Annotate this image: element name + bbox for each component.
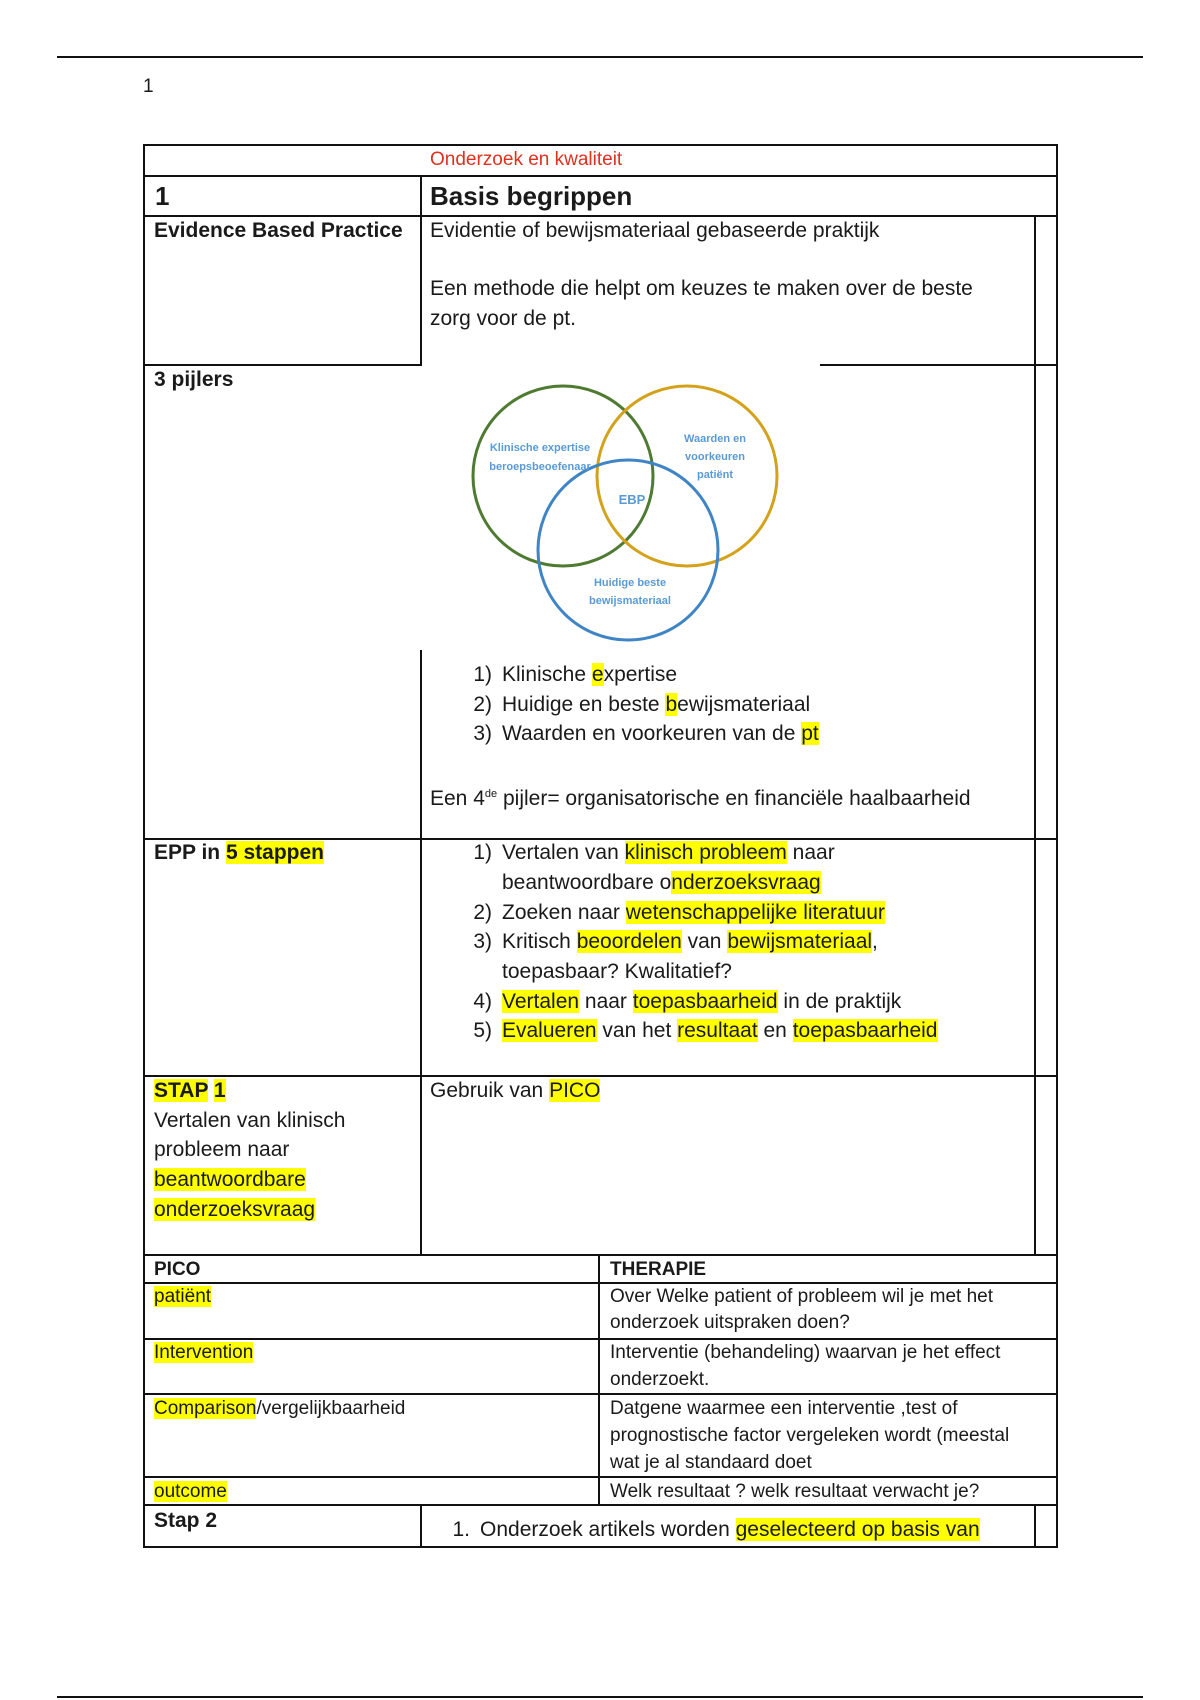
ebp-description-1: Een methode die helpt om keuzes te maken over de beste xyxy=(430,277,973,300)
fourth-pillar: Een 4de pijler= organisatorische en financiële haalbaarheid xyxy=(430,787,971,810)
pijler-item-2: 2) Huidige en beste bewijsmateriaal xyxy=(473,693,811,716)
epp-step-3-cont: toepasbaar? Kwalitatief? xyxy=(502,960,732,983)
venn-label-patient-3: patiënt xyxy=(696,469,734,481)
epp-step-3: 3) Kritisch beoordelen van bewijsmateriaal, xyxy=(473,930,878,953)
col-divider-stap2 xyxy=(420,1505,422,1548)
pico-row-patient-label: patiënt xyxy=(154,1286,212,1307)
pico-row-intervention-desc-2: onderzoekt. xyxy=(610,1369,710,1390)
venn-circle-patient xyxy=(597,386,777,566)
venn-label-center: EBP xyxy=(618,492,646,507)
pico-row-comparison-label: Comparison/vergelijkbaarheid xyxy=(154,1398,406,1419)
pico-row-outcome-label: outcome xyxy=(154,1481,227,1502)
col-divider-title xyxy=(420,175,422,215)
venn-circle-evidence xyxy=(538,460,718,640)
row-line-ebp-right xyxy=(820,364,1058,366)
section-title: Basis begrippen xyxy=(430,181,633,211)
top-rule xyxy=(57,56,1143,58)
bottom-rule xyxy=(57,1696,1143,1698)
row-line-stap1 xyxy=(143,1254,1058,1256)
pico-row-intervention-desc-1: Interventie (behandeling) waarvan je het effect xyxy=(610,1342,1001,1363)
col-divider-pijlers xyxy=(420,650,422,1254)
stap1-line-3: beantwoordbare xyxy=(154,1168,306,1191)
epp-step-1: 1) Vertalen van klinisch probleem naar xyxy=(473,841,835,864)
row-line-epp xyxy=(143,1075,1058,1077)
venn-diagram xyxy=(460,380,800,660)
pico-row-patient-desc-2: onderzoek uitspraken doen? xyxy=(610,1312,850,1333)
epp-step-2: 2) Zoeken naar wetenschappelijke literatuur xyxy=(473,901,885,924)
row-line-title xyxy=(143,175,1058,177)
pico-row-intervention-label: Intervention xyxy=(154,1342,254,1363)
stap2-item-1: 1. Onderzoek artikels worden geselecteerd op basis van xyxy=(452,1518,980,1541)
doc-title: Onderzoek en kwaliteit xyxy=(430,149,623,170)
epp-label: EPP in 5 stappen xyxy=(154,841,325,864)
pico-header: PICO xyxy=(154,1259,201,1280)
table-inner-right xyxy=(1034,215,1036,1254)
ebp-description-2: zorg voor de pt. xyxy=(430,307,576,330)
stap1-pico-usage: Gebruik van PICO xyxy=(430,1079,601,1102)
venn-label-patient-2: voorkeuren xyxy=(685,451,745,463)
stap1-line-4: onderzoeksvraag xyxy=(154,1198,316,1221)
pico-row-comparison-desc-1: Datgene waarmee een interventie ,test of xyxy=(610,1398,958,1419)
section-number: 1 xyxy=(155,181,170,211)
venn-label-expertise-2: beroepsbeoefenaar xyxy=(489,461,591,473)
epp-step-5: 5) Evalueren van het resultaat en toepasbaarheid xyxy=(473,1019,938,1042)
page-number: 1 xyxy=(143,76,154,97)
epp-step-1-cont: beantwoordbare onderzoeksvraag xyxy=(502,871,821,894)
venn-label-expertise-1: Klinische expertise xyxy=(489,442,591,454)
col-divider-pico xyxy=(598,1254,600,1505)
stap2-label: Stap 2 xyxy=(154,1509,218,1532)
table-inner-right-bottom xyxy=(1034,1505,1036,1548)
stap1-label: STAP 1 xyxy=(154,1079,226,1102)
venn-label-evidence-1: Huidige beste xyxy=(593,577,667,589)
venn-label-evidence-2: bewijsmateriaal xyxy=(589,595,671,607)
stap1-line-1: Vertalen van klinisch xyxy=(154,1109,346,1132)
stap1-line-2: probleem naar xyxy=(154,1138,290,1161)
ebp-definition: Evidentie of bewijsmateriaal gebaseerde praktijk xyxy=(430,219,880,242)
venn-circle-expertise xyxy=(473,386,653,566)
pico-row-outcome-desc-1: Welk resultaat ? welk resultaat verwacht je? xyxy=(610,1481,980,1502)
pijler-item-1: 1) Klinische expertise xyxy=(473,663,678,686)
therapie-header: THERAPIE xyxy=(610,1259,707,1280)
row-line-bottom xyxy=(143,1546,1058,1548)
venn-label-patient-1: Waarden en xyxy=(684,433,746,445)
pijlers-label: 3 pijlers xyxy=(154,368,234,391)
pico-row-patient-desc-1: Over Welke patient of probleem wil je met het xyxy=(610,1286,993,1307)
pico-row-comparison-desc-2: prognostische factor vergeleken wordt (meestal xyxy=(610,1425,1010,1446)
epp-step-4: 4) Vertalen naar toepasbaarheid in de praktijk xyxy=(473,990,902,1013)
pico-row-comparison-desc-3: wat je al standaard doet xyxy=(610,1452,812,1473)
pijler-item-3: 3) Waarden en voorkeuren van de pt xyxy=(473,722,819,745)
col-divider-ebp xyxy=(420,215,422,365)
ebp-label: Evidence Based Practice xyxy=(154,219,403,242)
